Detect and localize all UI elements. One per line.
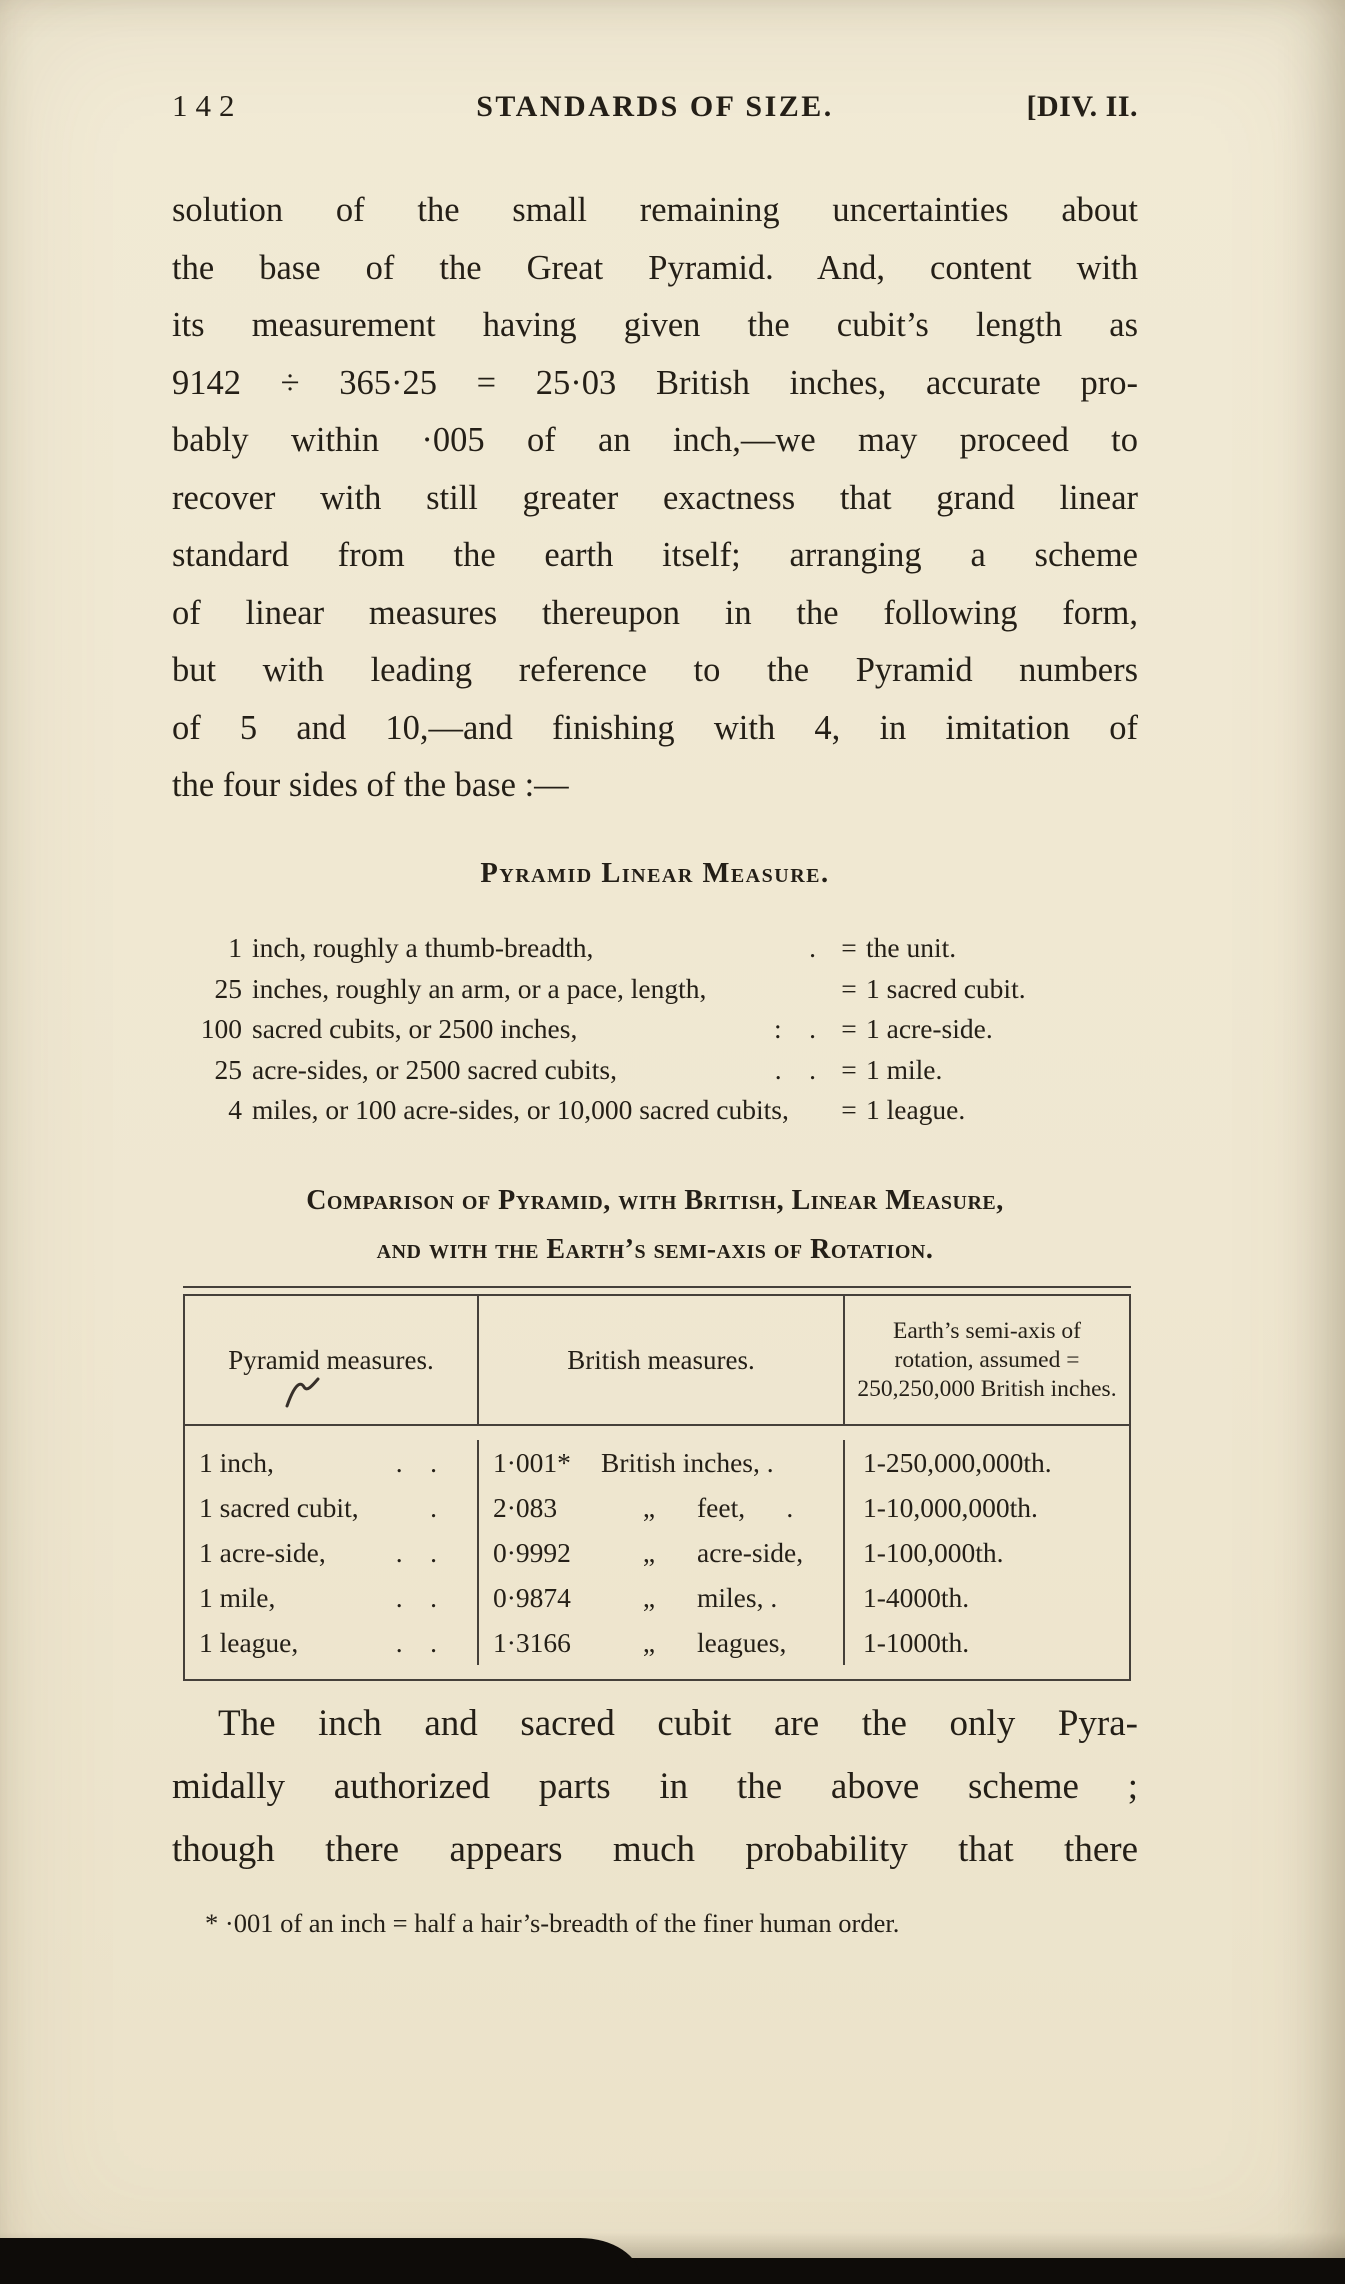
- footnote: * ·001 of an inch = half a hair’s-breadth of the finer human order.: [205, 1908, 900, 1938]
- measure-quantity: 25: [214, 1053, 242, 1085]
- measure-description: acre-sides, or 2500 sacred cubits,: [252, 1053, 618, 1085]
- table-row: [185, 1485, 1129, 1530]
- earth-fraction: 1-100,000th.: [863, 1537, 1004, 1568]
- body-line: of linear measures thereupon in the following form,: [172, 593, 1138, 632]
- division-label: [DIV. II.: [1026, 90, 1138, 123]
- measure-equivalent: 1 sacred cubit.: [866, 972, 1026, 1004]
- british-unit: miles, .: [697, 1582, 778, 1613]
- equals-sign: =: [841, 1053, 857, 1085]
- body-line: of 5 and 10,—and finishing with 4, in imitation of: [172, 708, 1138, 747]
- closing-line: midally authorized parts in the above scheme ;: [172, 1766, 1138, 1807]
- pyramid-measure: 1 league,: [199, 1627, 299, 1658]
- leader-dots: . .: [395, 1627, 437, 1658]
- pyramid-measure: 1 inch,: [199, 1447, 274, 1478]
- british-unit: acre-side,: [697, 1537, 804, 1568]
- leader-dots: . .: [395, 1447, 437, 1478]
- leader-dots: .: [809, 932, 816, 963]
- measure-description: inch, roughly a thumb-breadth,: [252, 932, 594, 963]
- body-line: recover with still greater exactness that grand linear: [172, 478, 1138, 517]
- measure-row: [186, 1090, 1116, 1131]
- measure-quantity: 4: [228, 1094, 242, 1125]
- british-value: 1·3166: [493, 1627, 571, 1658]
- measure-row: [186, 928, 1116, 969]
- comparison-heading-line2: and with the Earth’s semi-axis of Rotation.: [376, 1234, 934, 1265]
- body-line: 9142 ÷ 365·25 = 25·03 British inches, accurate pro-: [172, 363, 1138, 402]
- table-header-row: [185, 1296, 1129, 1426]
- equals-sign: =: [841, 1013, 857, 1044]
- british-unit: leagues,: [697, 1627, 787, 1658]
- table-row: [185, 1440, 1129, 1485]
- measure-row: [186, 969, 1116, 1010]
- section-heading-pyramid-linear-measure: Pyramid Linear Measure.: [480, 858, 830, 889]
- measure-description: miles, or 100 acre-sides, or 10,000 sacred cubits,: [252, 1094, 789, 1125]
- british-unit: feet, .: [697, 1492, 794, 1523]
- body-line: solution of the small remaining uncertainties about: [172, 191, 1138, 229]
- measure-equivalent: 1 league.: [866, 1094, 966, 1125]
- column-header-earth-semi-axis: Earth’s semi-axis of rotation, assumed = 250,250,000 British inches.: [857, 1317, 1117, 1402]
- measure-quantity: 1: [228, 932, 242, 963]
- body-paragraph: [172, 182, 1138, 815]
- body-line: but with leading reference to the Pyramid numbers: [172, 651, 1138, 689]
- british-value: 1·001*: [493, 1447, 571, 1478]
- british-unit: British inches, .: [601, 1447, 774, 1478]
- table-body: [185, 1426, 1129, 1679]
- leader-dots: . .: [395, 1582, 437, 1613]
- measure-row: [186, 1050, 1116, 1091]
- british-value: 0·9874: [493, 1582, 571, 1613]
- measure-equivalent: the unit.: [866, 932, 957, 963]
- body-line: the base of the Great Pyramid. And, content with: [172, 248, 1138, 287]
- closing-paragraph: [172, 1692, 1138, 1881]
- body-line: bably within ·005 of an inch,—we may proceed to: [172, 421, 1138, 459]
- handwritten-ink-mark: [284, 1376, 322, 1410]
- comparison-heading-line1: Comparison of Pyramid, with British, Linear Measure,: [306, 1185, 1004, 1216]
- measure-equivalent: 1 mile.: [866, 1053, 943, 1085]
- pyramid-measure: 1 sacred cubit,: [199, 1492, 359, 1523]
- closing-line: The inch and sacred cubit are the only Pyra-: [218, 1703, 1138, 1744]
- closing-line: though there appears much probability that there: [172, 1829, 1138, 1870]
- pyramid-measure: 1 mile,: [199, 1582, 276, 1613]
- table-row: [185, 1620, 1129, 1665]
- column-header-pyramid-measures: Pyramid measures.: [185, 1296, 479, 1424]
- table-row: [185, 1575, 1129, 1620]
- page-header: [172, 88, 1138, 124]
- earth-fraction: 1-10,000,000th.: [863, 1492, 1038, 1523]
- measure-quantity: 100: [200, 1013, 242, 1044]
- table-row: [185, 1530, 1129, 1575]
- equals-sign: =: [841, 1094, 857, 1125]
- pyramid-linear-measure-list: [186, 928, 1116, 1131]
- measure-description: sacred cubits, or 2500 inches,: [252, 1013, 578, 1044]
- leader-dots: : .: [773, 1013, 816, 1044]
- page-number: 142: [172, 88, 243, 123]
- british-value: 0·9992: [493, 1537, 571, 1568]
- column-header-british-measures: British measures.: [479, 1296, 845, 1424]
- leader-dots: .: [430, 1492, 437, 1523]
- measure-row: [186, 1009, 1116, 1050]
- leader-dots: . .: [774, 1053, 816, 1085]
- ditto-mark: „: [642, 1582, 656, 1613]
- british-value: 2·083: [493, 1492, 558, 1523]
- ditto-mark: „: [642, 1627, 656, 1658]
- measure-description: inches, roughly an arm, or a pace, length,: [252, 972, 707, 1004]
- equals-sign: =: [841, 932, 857, 963]
- ditto-mark: „: [642, 1492, 656, 1523]
- earth-fraction: 1-4000th.: [863, 1582, 970, 1613]
- body-line: the four sides of the base :—: [172, 766, 569, 804]
- comparison-table: [183, 1294, 1131, 1681]
- running-title: STANDARDS OF SIZE.: [476, 90, 834, 123]
- body-line: standard from the earth itself; arranging a scheme: [172, 536, 1138, 574]
- earth-fraction: 1-1000th.: [863, 1627, 970, 1658]
- equals-sign: =: [841, 972, 857, 1004]
- measure-equivalent: 1 acre-side.: [866, 1013, 993, 1044]
- pyramid-measure: 1 acre-side,: [199, 1537, 326, 1568]
- earth-fraction: 1-250,000,000th.: [863, 1447, 1052, 1478]
- leader-dots: [706, 969, 832, 1010]
- leader-dots: [789, 1090, 832, 1131]
- leader-dots: . .: [395, 1537, 437, 1568]
- measure-quantity: 25: [214, 972, 242, 1004]
- scan-edge-corner: [0, 2238, 640, 2284]
- body-line: its measurement having given the cubit’s length as: [172, 306, 1138, 344]
- comparison-heading: [172, 1176, 1138, 1274]
- ditto-mark: „: [642, 1537, 656, 1568]
